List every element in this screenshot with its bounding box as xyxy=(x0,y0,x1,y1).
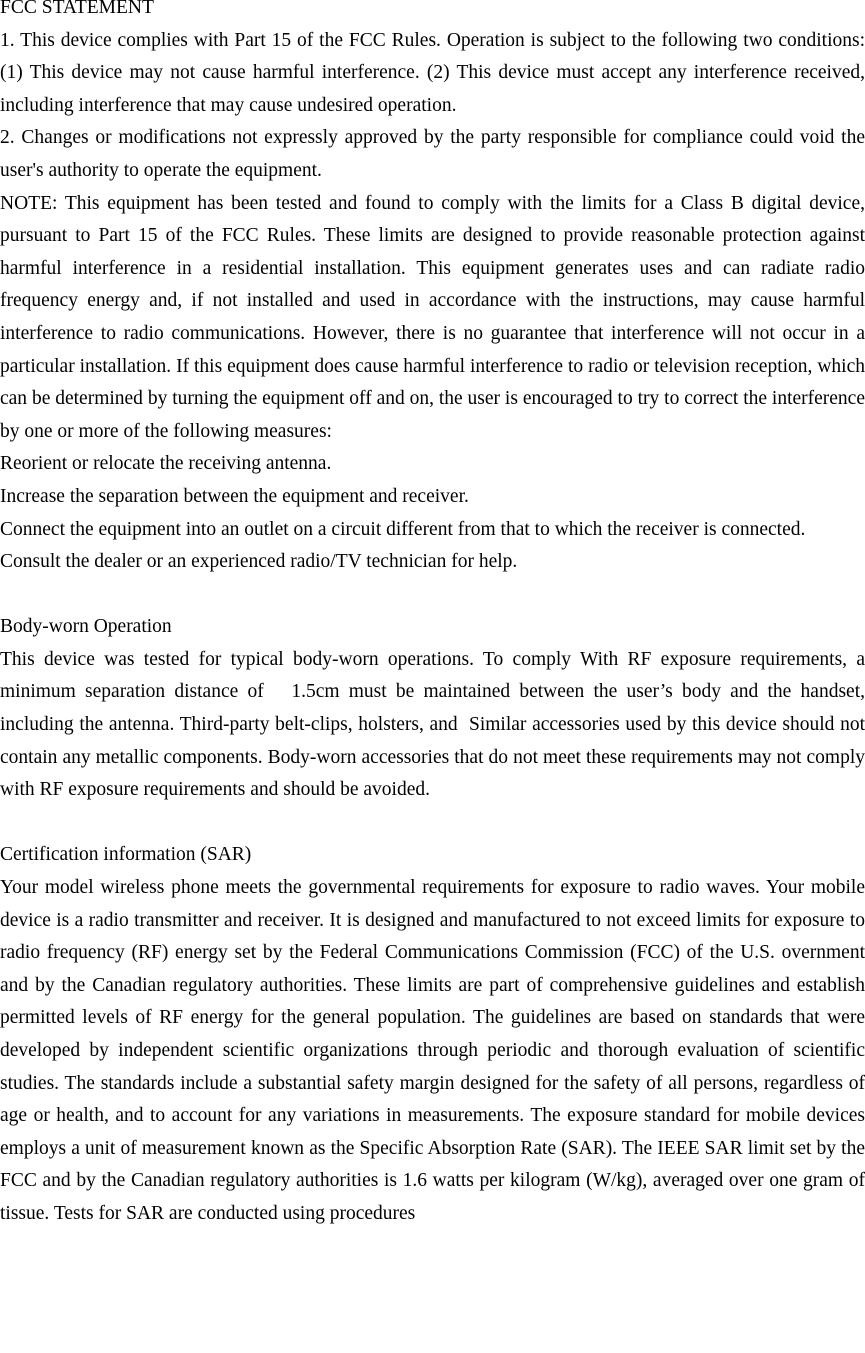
spacer xyxy=(0,807,865,840)
spacer xyxy=(0,579,865,612)
fcc-note: NOTE: This equipment has been tested and found to comply with the limits for a Class B digital device, pursuant to Part 15 of the FCC Rules. These limits are designed to provide reasonable protection against harmful interference in a residential installation. This equipment generates uses and can radiate radio frequency energy and, if not installed and used in accordance with the instructions, may cause harmful interference to radio communications. However, there is no guarantee that interference will not occur in a particular installation. If this equipment does cause harmful interference to radio or television reception, which can be determined by turning the equipment off and on, the user is encouraged to try to correct the interference by one or more of the following measures: xyxy=(0,192,865,442)
sar-heading: Certification information (SAR) xyxy=(0,844,252,866)
fcc-item-1: 1. This device complies with Part 15 of the FCC Rules. Operation is subject to the following two conditions: (1) This device may not cause harmful interference. (2) This device must accept any interference received, including interference that may cause undesired operation. xyxy=(0,29,865,116)
measure-consult-dealer: Consult the dealer or an experienced radio/TV technician for help. xyxy=(0,551,518,573)
body-worn-heading: Body-worn Operation xyxy=(0,616,172,638)
measure-reorient: Reorient or relocate the receiving antenna. xyxy=(0,453,332,475)
measure-increase-separation: Increase the separation between the equipment and receiver. xyxy=(0,485,469,507)
fcc-statement-heading: FCC STATEMENT xyxy=(0,0,154,18)
measure-connect-outlet: Connect the equipment into an outlet on a circuit different from that to which the receiver is connected. xyxy=(0,518,806,540)
sar-text: Your model wireless phone meets the governmental requirements for exposure to radio waves. Your mobile device is a radio transmitter and receiver. It is designed and manufactured to not exceed limits for exposure to radio frequency (RF) energy set by the Federal Communications Commission (FCC) of the U.S. overnment and by the Canadian regulatory authorities. These limits are part of comprehensive guidelines and establish permitted levels of RF energy for the general population. The guidelines are based on standards that were developed by independent scientific organizations through periodic and thorough evaluation of scientific studies. The standards include a substantial safety margin designed for the safety of all persons, regardless of age or health, and to account for any variations in measurements. The exposure standard for mobile devices employs a unit of measurement known as the Specific Absorption Rate (SAR). The IEEE SAR limit set by the FCC and by the Canadian regulatory authorities is 1.6 watts per kilogram (W/kg), averaged over one gram of tissue. Tests for SAR are conducted using procedures xyxy=(0,877,865,1224)
fcc-item-2: 2. Changes or modifications not expressly approved by the party responsible for compliance could void the user's authority to operate the equipment. xyxy=(0,127,865,181)
body-worn-text: This device was tested for typical body-worn operations. To comply With RF exposure requirements, a minimum separation distance of 1.5cm must be maintained between the user’s body and the handset, including the antenna. Third-party belt-clips, holsters, and Similar accessories used by this device should not contain any metallic components. Body-worn accessories that do not meet these requirements may not comply with RF exposure requirements and should be avoided. xyxy=(0,648,865,801)
